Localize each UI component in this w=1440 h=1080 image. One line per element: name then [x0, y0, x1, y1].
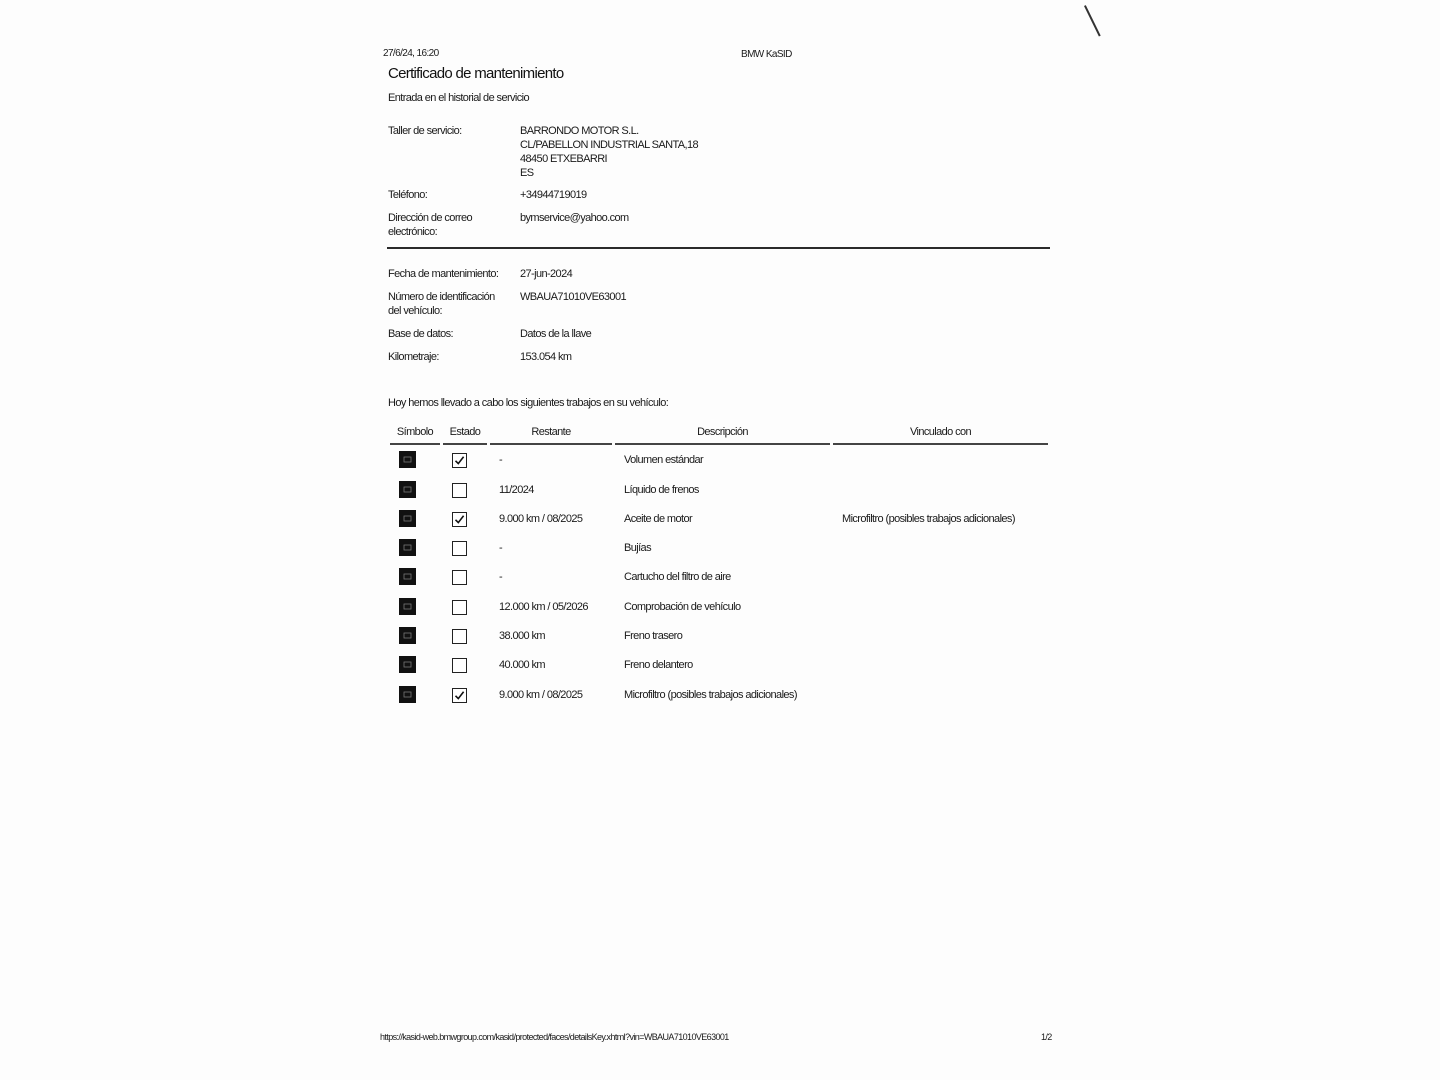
address-line: BARRONDO MOTOR S.L.	[520, 125, 639, 137]
maintenance-date-label: Fecha de mantenimiento:	[388, 268, 499, 280]
app-name: BMW KaSID	[741, 49, 792, 60]
header-underline	[833, 443, 1048, 445]
vin-label-line: del vehículo:	[388, 305, 442, 317]
vin-label	[388, 290, 495, 318]
address-line: 48450 ETXEBARRI	[520, 153, 607, 165]
remaining-cell: -	[499, 542, 503, 554]
status-checkbox	[452, 600, 467, 615]
page-number: 1/2	[1041, 1032, 1052, 1042]
remaining-cell: 11/2024	[499, 484, 534, 496]
engine-oil-icon	[399, 510, 416, 527]
status-checkbox-checked	[452, 688, 467, 703]
status-checkbox	[452, 629, 467, 644]
status-checkbox	[452, 570, 467, 585]
description-cell: Volumen estándar	[624, 454, 704, 466]
front-brake-icon	[399, 656, 416, 673]
mileage-value: 153.054 km	[520, 351, 572, 363]
standard-volume-icon	[399, 451, 416, 468]
status-checkbox	[452, 541, 467, 556]
page-subtitle: Entrada en el historial de servicio	[388, 92, 530, 104]
phone-label: Teléfono:	[388, 189, 428, 201]
description-cell: Freno delantero	[624, 659, 693, 671]
description-cell: Cartucho del filtro de aire	[624, 571, 731, 583]
remaining-cell: 12.000 km / 05/2026	[499, 601, 588, 613]
remaining-cell: 40.000 km	[499, 659, 545, 671]
remaining-cell: 38.000 km	[499, 630, 545, 642]
status-checkbox	[452, 483, 467, 498]
email-label-line: Dirección de correo	[388, 212, 472, 224]
air-filter-icon	[399, 568, 416, 585]
footer-url: https://kasid-web.bmwgroup.com/kasid/protected/faces/detailsKey.xhtml?vin=WBAUA71010VE63001	[380, 1032, 729, 1042]
description-cell: Bujías	[624, 542, 651, 554]
vehicle-check-icon	[399, 598, 416, 615]
phone-value: +34944719019	[520, 189, 587, 201]
remaining-cell: -	[499, 571, 503, 583]
microfilter-icon	[399, 686, 416, 703]
status-checkbox-checked	[452, 512, 467, 527]
description-cell: Comprobación de vehículo	[624, 601, 741, 613]
section-divider	[387, 247, 1050, 249]
spark-plug-icon	[399, 539, 416, 556]
description-cell: Aceite de motor	[624, 513, 693, 525]
remaining-cell: 9.000 km / 08/2025	[499, 689, 583, 701]
remaining-cell: 9.000 km / 08/2025	[499, 513, 583, 525]
col-header-description: Descripción	[697, 426, 748, 438]
linked-cell: Microfiltro (posibles trabajos adicionales)	[842, 513, 1015, 525]
vin-value: WBAUA71010VE63001	[520, 291, 626, 303]
email-value: bymservice@yahoo.com	[520, 212, 629, 224]
header-underline	[443, 443, 487, 445]
email-label	[388, 211, 472, 239]
header-underline	[490, 443, 612, 445]
brake-fluid-icon	[399, 481, 416, 498]
scan-artifact-line	[1084, 5, 1101, 36]
print-datetime: 27/6/24, 16:20	[383, 48, 439, 59]
work-intro: Hoy hemos llevado a cabo los siguientes trabajos en su vehículo:	[388, 397, 669, 409]
col-header-status: Estado	[449, 426, 481, 438]
email-label-line: electrónico:	[388, 226, 438, 238]
col-header-symbol: Símbolo	[396, 426, 434, 438]
status-checkbox	[452, 658, 467, 673]
description-cell: Microfiltro (posibles trabajos adicionales)	[624, 689, 797, 701]
workshop-address	[520, 124, 698, 180]
header-underline	[390, 443, 440, 445]
address-line: CL/PABELLON INDUSTRIAL SANTA,18	[520, 139, 699, 151]
col-header-remaining: Restante	[531, 426, 571, 438]
mileage-label: Kilometraje:	[388, 351, 439, 363]
status-checkbox-checked	[452, 453, 467, 468]
address-line: ES	[520, 167, 534, 179]
description-cell: Freno trasero	[624, 630, 683, 642]
col-header-linked: Vinculado con	[909, 426, 972, 438]
rear-brake-icon	[399, 627, 416, 644]
vin-label-line: Número de identificación	[388, 291, 495, 303]
maintenance-date-value: 27-jun-2024	[520, 268, 573, 280]
page-title: Certificado de mantenimiento	[388, 65, 564, 82]
remaining-cell: -	[499, 454, 503, 466]
header-underline	[615, 443, 830, 445]
database-label: Base de datos:	[388, 328, 453, 340]
database-value: Datos de la llave	[520, 328, 592, 340]
description-cell: Líquido de frenos	[624, 484, 699, 496]
workshop-label: Taller de servicio:	[388, 125, 462, 137]
